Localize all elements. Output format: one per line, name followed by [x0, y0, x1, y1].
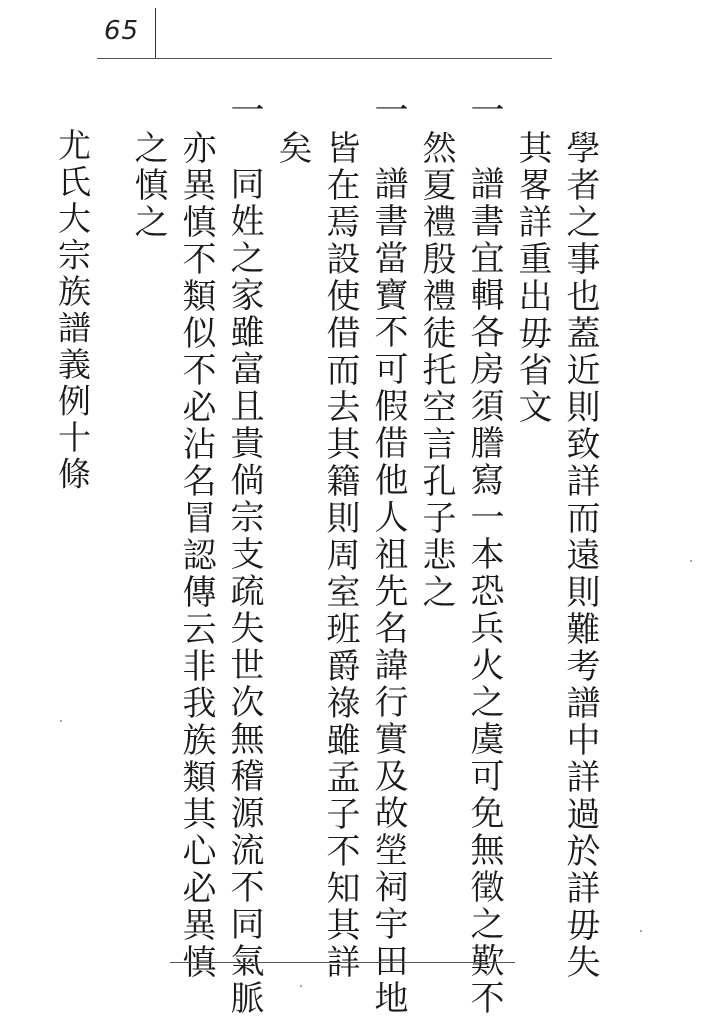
- text-column-4: 然夏禮殷禮徒托空言孔子悲之: [416, 130, 456, 611]
- top-rule: [97, 58, 552, 59]
- text-column-3: 一 譜書宜輯各房須謄寫一本恐兵火之虞可免無徵之歎不: [464, 92, 504, 1017]
- text-column-7: 矣: [272, 130, 312, 167]
- text-column-5: 一 譜書當寶不可假借他人祖先名諱行實及故塋祠宇田地: [368, 92, 408, 1017]
- text-column-10: 之慎之: [128, 130, 168, 241]
- text-column-8: 一 同姓之家雖富且貴倘宗支疏失世次無稽源流不同氣脈: [224, 92, 264, 1017]
- text-column-6: 皆在焉設使借而去其籍則周室班爵祿雖孟子不知其詳: [320, 130, 360, 981]
- side-title-column: 尤氏大宗族譜義例十條: [53, 128, 92, 493]
- text-column-2: 其畧詳重出毋省文: [512, 130, 552, 426]
- bottom-rule: [170, 962, 515, 963]
- text-column-9: 亦異慎不類似不必沾名冒認傳云非我族類其心必異慎: [176, 130, 216, 981]
- page-number: 65: [104, 16, 140, 46]
- text-column-1: 學者之事也蓋近則致詳而遠則難考譜中詳過於詳毋失: [560, 130, 600, 981]
